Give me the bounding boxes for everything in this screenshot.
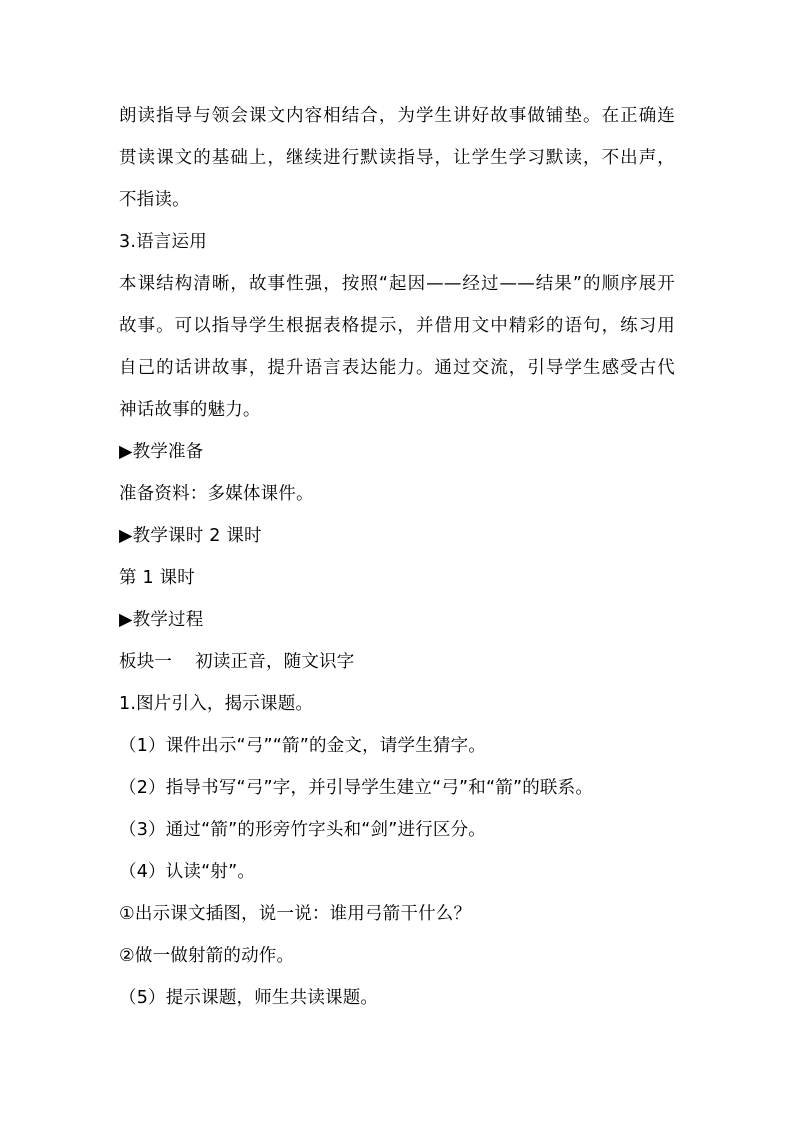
list-item: ①出示课文插图，说一说：谁用弓箭干什么？: [119, 904, 472, 924]
paragraph-line: 板块一 初读正音，随文识字: [119, 652, 355, 672]
list-item: （3）通过“箭”的形旁竹字头和“剑”进行区分。: [119, 820, 486, 840]
list-item: ②做一做射箭的动作。: [119, 946, 295, 966]
list-item: （5）提示课题，师生共读课题。: [119, 988, 379, 1008]
paragraph-line: 1.图片引入，揭示课题。: [119, 694, 314, 714]
section-heading: ▶教学课时 2 课时: [119, 526, 262, 546]
paragraph-line: 准备资料：多媒体课件。: [119, 484, 314, 504]
paragraph-line: 自己的话讲故事，提升语言表达能力。通过交流，引导学生感受古代: [119, 358, 675, 378]
paragraph-line: 朗读指导与领会课文内容相结合，为学生讲好故事做铺垫。在正确连: [119, 106, 675, 126]
paragraph-line: 第 1 课时: [119, 568, 195, 588]
list-item: （2）指导书写“弓”字，并引导学生建立“弓”和“箭”的联系。: [119, 778, 594, 798]
paragraph-line: 神话故事的魅力。: [119, 400, 261, 420]
paragraph-line: 不指读。: [119, 190, 190, 210]
paragraph-line: 本课结构清晰，故事性强，按照“起因——经过——结果”的顺序展开: [119, 274, 675, 294]
section-heading: 3.语言运用: [119, 232, 207, 252]
section-heading: ▶教学过程: [119, 610, 204, 630]
list-item: （4）认读“射”。: [119, 862, 256, 882]
section-heading: ▶教学准备: [119, 442, 204, 462]
list-item: （1）课件出示“弓”“箭”的金文，请学生猜字。: [119, 736, 486, 756]
paragraph-line: 故事。可以指导学生根据表格提示，并借用文中精彩的语句，练习用: [119, 316, 675, 336]
paragraph-line: 贯读课文的基础上，继续进行默读指导，让学生学习默读，不出声，: [119, 148, 675, 168]
